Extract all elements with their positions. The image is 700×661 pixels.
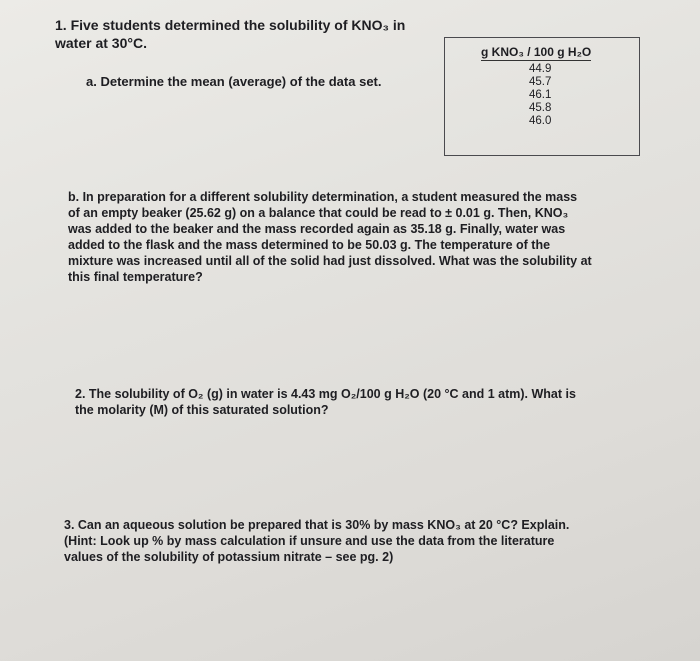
question-1-title-line-2: water at 30°C. [55, 35, 147, 51]
table-cell: 46.1 [529, 89, 552, 101]
question-2-line: the molarity (M) of this saturated solution? [75, 403, 329, 417]
solubility-data-table [444, 37, 640, 156]
question-1-title-line-1: 1. Five students determined the solubility of KNO₃ in [55, 17, 406, 33]
question-1b-line: b. In preparation for a different solubility determination, a student measured the mass [68, 190, 578, 204]
table-cell: 44.9 [529, 63, 552, 75]
table-values [529, 63, 551, 128]
question-3-line: 3. Can an aqueous solution be prepared that is 30% by mass KNO₃ at 20 °C? Explain. [64, 518, 570, 532]
table-cell: 46.0 [529, 115, 552, 127]
table-cell: 45.7 [529, 76, 552, 88]
question-3-line: (Hint: Look up % by mass calculation if unsure and use the data from the literature [64, 534, 555, 548]
question-3-text [64, 517, 644, 565]
question-1b-text [68, 189, 628, 285]
question-1a-text: a. Determine the mean (average) of the data set. [86, 74, 382, 89]
question-1b-line: of an empty beaker (25.62 g) on a balance that could be read to ± 0.01 g. Then, KNO₃ [68, 206, 569, 220]
table-cell: 45.8 [529, 102, 552, 114]
question-3-line: values of the solubility of potassium nitrate – see pg. 2) [64, 550, 394, 564]
question-1b-line: mixture was increased until all of the solid had just dissolved. What was the solubility at [68, 254, 592, 268]
question-2-text [75, 386, 635, 418]
question-1-title [55, 16, 405, 52]
question-1b-line: this final temperature? [68, 270, 203, 284]
question-1b-line: was added to the beaker and the mass recorded again as 35.18 g. Finally, water was [68, 222, 566, 236]
question-2-line: 2. The solubility of O₂ (g) in water is 4.43 mg O₂/100 g H₂O (20 °C and 1 atm). What is [75, 387, 576, 401]
question-1b-line: added to the flask and the mass determined to be 50.03 g. The temperature of the [68, 238, 551, 252]
table-header: g KNO₃ / 100 g H₂O [481, 45, 592, 59]
